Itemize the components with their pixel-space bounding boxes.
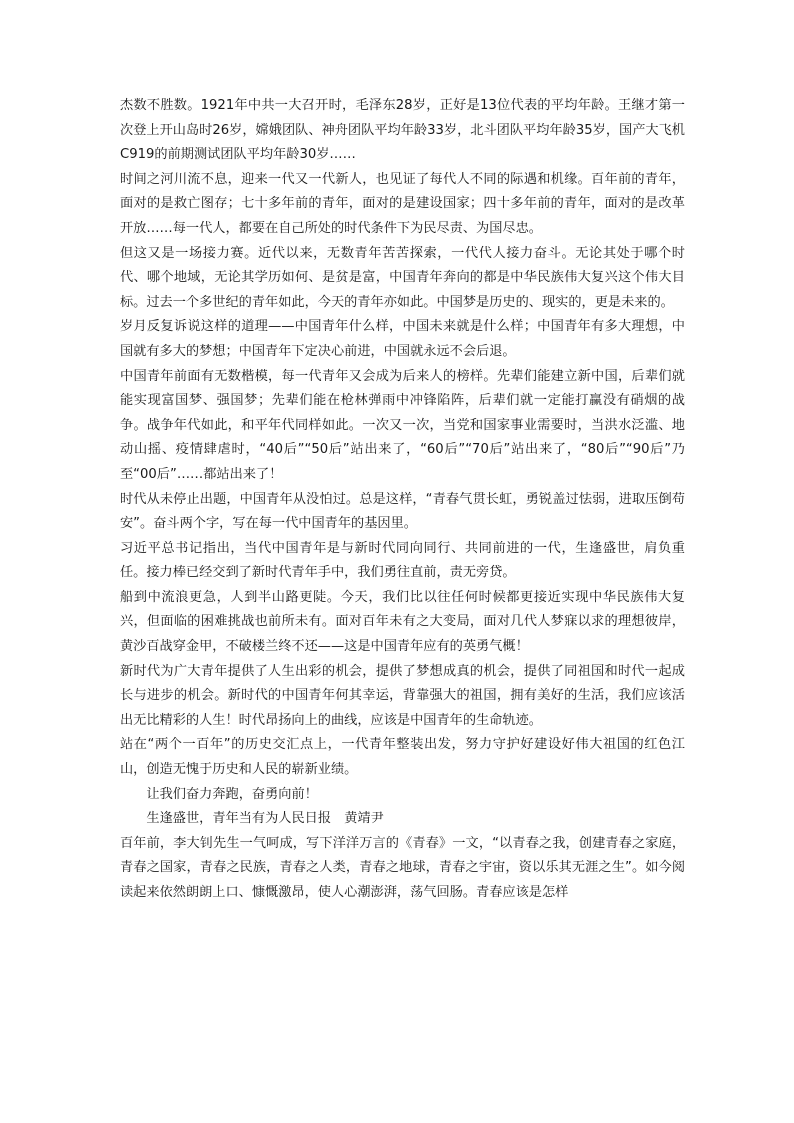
paragraph: 船到中流浪更急，人到半山路更陡。今天，我们比以往任何时候都更接近实现中华民族伟大复兴，但面临的困难挑战也前所未有。面对百年未有之大变局，面对几代人梦寐以求的理想彼岸，黄沙百战穿金甲，不破楼兰终不还——这是中国青年应有的英勇气概！ (120, 589, 685, 655)
closing-line: 让我们奋力奔跑，奋勇向前！ (146, 786, 318, 802)
paragraph: 站在“两个一百年”的历史交汇点上，一代青年整装出发，努力守护好建设好伟大祖国的红色江山，创造无愧于历史和人民的崭新业绩。 (120, 737, 685, 778)
paragraph: 新时代为广大青年提供了人生出彩的机会，提供了梦想成真的机会，提供了同祖国和时代一起成长与进步的机会。新时代的中国青年何其幸运，背靠强大的祖国，拥有美好的生活，我们应该活出无比精彩的人生！时代昂扬向上的曲线，应该是中国青年的生命轨迹。 (120, 663, 685, 728)
paragraph: 但这又是一场接力赛。近代以来，无数青年苦苦探索，一代代人接力奋斗。无论其处于哪个时代、哪个地域，无论其学历如何、是贫是富，中国青年奔向的都是中华民族伟大复兴这个伟大目标。过去一个多世纪的青年如此，今天的青年亦如此。中国梦是历史的、现实的，更是未来的。 (120, 245, 685, 310)
paragraph: 中国青年前面有无数楷模，每一代青年又会成为后来人的榜样。先辈们能建立新中国，后辈们就能实现富国梦、强国梦；先辈们能在枪林弹雨中冲锋陷阵，后辈们就一定能打赢没有硝烟的战争。战争年代如此，和平年代同样如此。一次又一次，当党和国家事业需要时，当洪水泛滥、地动山摇、疫情肆虐时，“40后”“50后”站出来了，“60后”“70后”站出来了，“80后”“90后”乃至“00后”……都站出来了！ (120, 368, 685, 482)
paragraph: 时代从未停止出题，中国青年从没怕过。总是这样，“青春气贯长虹，勇锐盖过怯弱，进取压倒苟安”。奋斗两个字，写在每一代中国青年的基因里。 (120, 491, 685, 532)
paragraph: 习近平总书记指出，当代中国青年是与新时代同向同行、共同前进的一代，生逢盛世，肩负重任。接力棒已经交到了新时代青年手中，我们勇往直前，责无旁贷。 (120, 540, 685, 581)
paragraph: 杰数不胜数。1921年中共一大召开时，毛泽东28岁，正好是13位代表的平均年龄。王继才第一次登上开山岛时26岁，嫦娥团队、神舟团队平均年龄33岁，北斗团队平均年龄35岁，国产大飞机C919的前期测试团队平均年龄30岁…… (120, 98, 685, 163)
paragraph: 时间之河川流不息，迎来一代又一代新人，也见证了每代人不同的际遇和机缘。百年前的青年，面对的是救亡图存；七十多年前的青年，面对的是建设国家；四十多年前的青年，面对的是改革开放……每一代人，都要在自己所处的时代条件下为民尽责、为国尽忠。 (120, 171, 685, 236)
document-body (120, 94, 685, 906)
paragraph: 百年前，李大钊先生一气呵成，写下洋洋万言的《青春》一文，“以青春之我，创建青春之家庭，青春之国家，青春之民族，青春之人类，青春之地球，青春之宇宙，资以乐其无涯之生”。如今阅读起来依然朗朗上口、慷慨激昂，使人心潮澎湃，荡气回肠。青春应该是怎样 (120, 835, 685, 900)
paragraph: 岁月反复诉说这样的道理——中国青年什么样，中国未来就是什么样；中国青年有多大理想，中国就有多大的梦想；中国青年下定决心前进，中国就永远不会后退。 (120, 319, 685, 359)
article-heading: 生逢盛世，青年当有为人民日报 黄靖尹 (146, 811, 384, 827)
